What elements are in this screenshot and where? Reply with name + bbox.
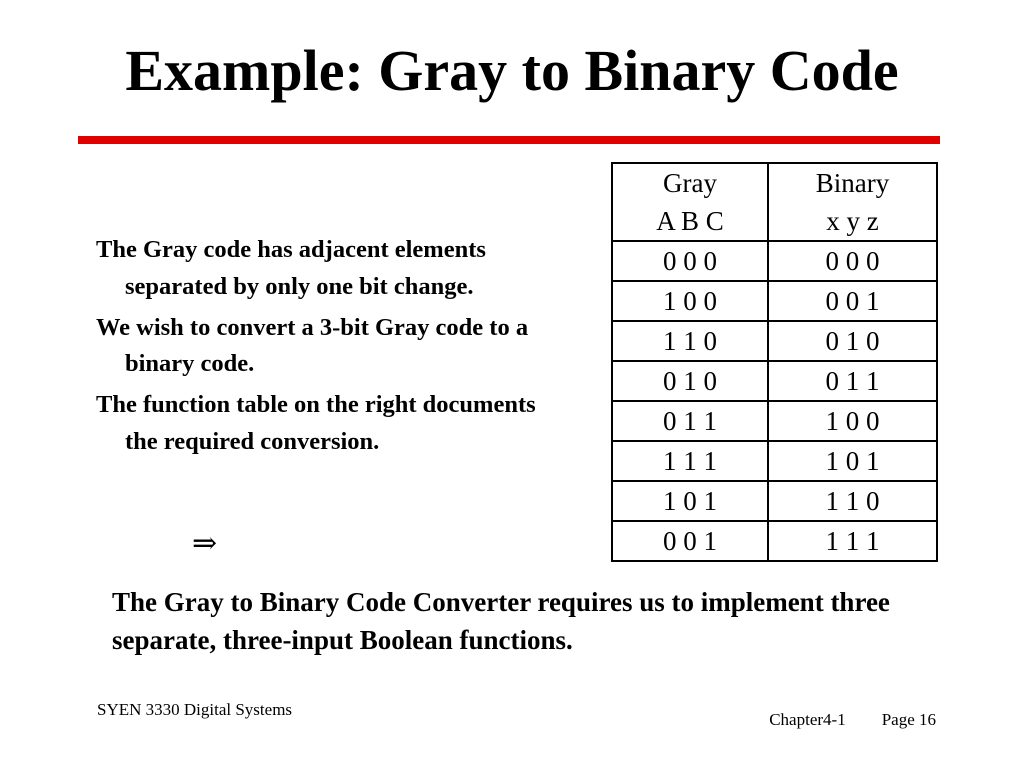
bullet-list <box>96 232 536 465</box>
binary-cell: 1 1 0 <box>768 481 936 521</box>
footer-course: SYEN 3330 Digital Systems <box>97 700 293 719</box>
implies-arrow-icon: ⇒ <box>192 527 218 560</box>
gray-cell: 0 1 1 <box>613 401 768 441</box>
gray-cell: 0 0 1 <box>613 521 768 560</box>
table-row <box>613 401 936 441</box>
table-row <box>613 361 936 401</box>
gray-cell: 1 0 1 <box>613 481 768 521</box>
header-name: Binary <box>815 168 890 198</box>
bullet-item: The Gray code has adjacent elements separated by only one bit change. <box>96 236 486 300</box>
bullet-item: We wish to convert a 3-bit Gray code to a binary code. <box>96 313 529 378</box>
table-row <box>613 441 936 481</box>
table-row <box>613 481 936 521</box>
binary-cell: 0 1 1 <box>768 361 936 401</box>
conclusion-text: The Gray to Binary Code Converter requires us to implement three separate, three-input Boolean functions. <box>112 587 890 655</box>
header-variables: A B C <box>656 206 724 236</box>
table-row <box>613 281 936 321</box>
header-variables: x y z <box>826 206 879 236</box>
binary-cell: 0 0 1 <box>768 281 936 321</box>
gray-cell: 1 1 1 <box>613 441 768 481</box>
binary-column-header <box>768 164 936 241</box>
table-row <box>613 521 936 560</box>
function-table <box>611 162 938 562</box>
table-row <box>613 321 936 361</box>
binary-cell: 0 0 0 <box>768 241 936 281</box>
binary-cell: 0 1 0 <box>768 321 936 361</box>
table-row <box>613 241 936 281</box>
binary-cell: 1 1 1 <box>768 521 936 560</box>
gray-cell: 1 0 0 <box>613 281 768 321</box>
gray-column-header <box>613 164 768 241</box>
title-divider <box>78 136 940 144</box>
footer-chapter: Chapter4-1 <box>769 710 846 729</box>
slide-title: Example: Gray to Binary Code <box>125 38 899 103</box>
header-name: Gray <box>663 168 717 198</box>
bullet-item: The function table on the right documents the required conversion. <box>96 391 536 455</box>
gray-cell: 1 1 0 <box>613 321 768 361</box>
gray-cell: 0 1 0 <box>613 361 768 401</box>
gray-cell: 0 0 0 <box>613 241 768 281</box>
footer-page-info <box>769 710 936 730</box>
binary-cell: 1 0 0 <box>768 401 936 441</box>
binary-cell: 1 0 1 <box>768 441 936 481</box>
table-header-row <box>613 164 936 241</box>
footer-page-number: Page 16 <box>881 710 936 729</box>
